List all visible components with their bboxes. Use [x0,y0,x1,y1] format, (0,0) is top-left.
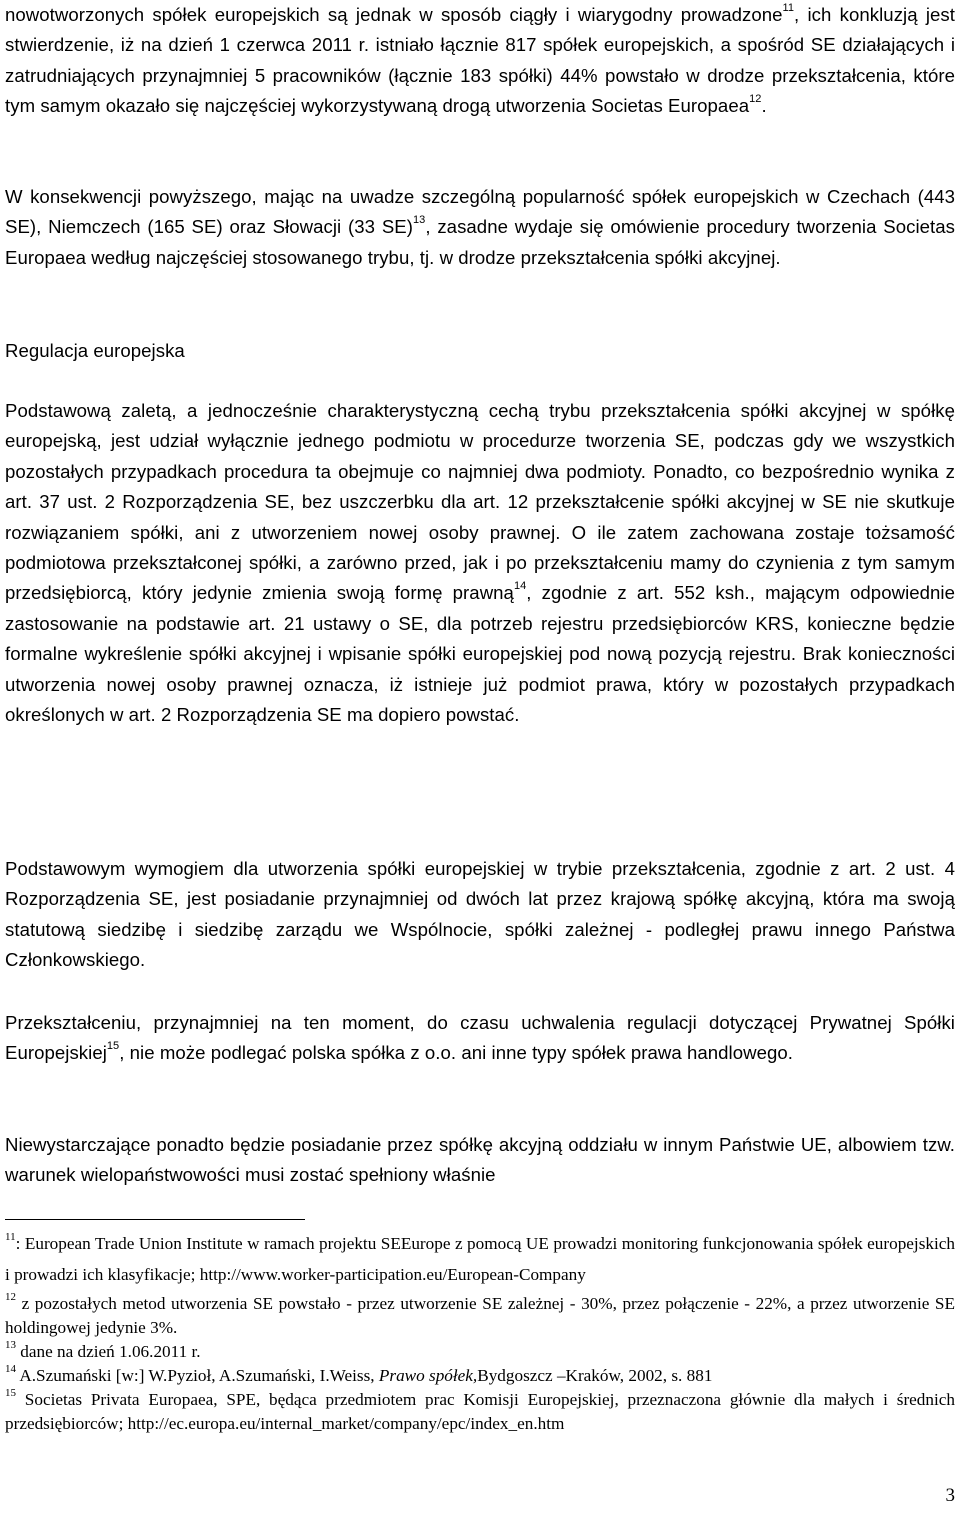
paragraph-1 [5,0,955,122]
footnote-number: 12 [5,1291,16,1304]
footnote-13 [5,1340,955,1364]
paragraph-6 [5,1130,955,1191]
footnote-text: Bydgoszcz –Kraków, 2002, s. 881 [477,1366,713,1385]
text-run: , ich konkluzją jest stwierdzenie, iż na dzień 1 czerwca 2011 r. istniało łącznie 817 spółek europejskich, a spośród SE działających i zatrudniających przynajmniej 5 pracowników (łącznie 183 spółki) 44% powstało w drodze przekształcenia, które tym samym okazało się najczęściej wykorzystywaną drogą utworzenia Societas Europaea [5,4,955,117]
footnote-15 [5,1388,955,1436]
footnote-text: Societas Privata Europaea, SPE, będąca przedmiotem prac Komisji Europejskiej, przeznaczona głównie dla małych i średnich przedsiębiorców; http://ec.europa.eu/internal_market/company/epc/index_en.htm [5,1390,955,1433]
footnote-separator [5,1219,305,1220]
text-run: W konsekwencji powyższego, mając na uwadze szczególną popularność spółek europejskich w Czechach (443 SE), Niemczech (165 SE) oraz Słowacji (33 SE) [5,186,955,238]
paragraph-2 [5,182,955,273]
section-heading [5,336,955,366]
footnote-text: A.Szumański [w:] W.Pyzioł, A.Szumański, I.Weiss, [16,1366,379,1385]
footnote-14 [5,1364,955,1388]
footnote-number: 13 [5,1339,16,1352]
text-run: Podstawowym wymogiem dla utworzenia spółki europejskiej w trybie przekształcenia, zgodnie z art. 2 ust. 4 Rozporządzenia SE, jest posiadanie przynajmniej od dwóch lat przez krajową spółkę akcyjną, która ma swoją statutową siedzibę i siedzibę zarządu we Wspólnocie, spółki zależnej - podległej prawu innego Państwa Członkowskiego. [5,858,955,971]
footnote-number: 14 [5,1363,16,1376]
footnote-11 [5,1228,955,1290]
text-run: Podstawową zaletą, a jednocześnie charakterystyczną cechą trybu przekształcenia spółki akcyjnej w spółkę europejską, jest udział wyłącznie jednego podmiotu w procedurze tworzenia SE, podczas gdy we wszystkich pozostałych przypadkach procedura ta obejmuje co najmniej dwa podmioty. Ponadto, co bezpośrednio wynika z art. 37 ust. 2 Rozporządzenia SE, bez uszczerbku dla art. 12 przekształcenie spółki akcyjnej w SE nie skutkuje rozwiązaniem spółki, ani z utworzeniem nowej osoby prawnej. O ile zatem zachowana zostaje tożsamość podmiotowa przekształconej spółki, a zarówno przed, jak i po przekształceniu mamy do czynienia z tym samym przedsiębiorcą, który jedynie zmienia swoją formę prawną [5,400,955,604]
footnote-number: 11 [5,1231,16,1244]
text-run: nowotworzonych spółek europejskich są jednak w sposób ciągły i wiarygodny prowadzone [5,4,783,25]
footnotes [5,1228,955,1436]
text-run: , zasadne wydaje się omówienie procedury tworzenia Societas Europaea według najczęściej stosowanego trybu, tj. w drodze przekształcenia spółki akcyjnej. [5,216,955,268]
paragraph-4 [5,854,955,976]
footnote-ref-11[interactable]: 11 [782,1,795,14]
footnote-ref-15[interactable]: 15 [106,1040,120,1053]
text-run: , nie może podlegać polska spółka z o.o. ani inne typy spółek prawa handlowego. [119,1042,793,1064]
text-run: , zgodnie z art. 552 ksh., mającym odpowiednie zastosowanie na podstawie art. 21 ustawy o SE, dla potrzeb rejestru przedsiębiorców KRS, konieczne będzie formalne wykreślenie spółki akcyjnej i wpisanie spółki europejskiej pod nową pozycją rejestru. Brak konieczności utworzenia nowej osoby prawnej oznacza, iż istnieje już podmiot prawa, który w pozostałych przypadkach określonych w art. 2 Rozporządzenia SE ma dopiero powstać. [5,582,955,726]
text-run: Niewystarczające ponadto będzie posiadanie przez spółkę akcyjną oddziału w innym Państwie UE, albowiem tzw. warunek wielopaństwowości musi zostać spełniony właśnie [5,1134,955,1186]
footnote-12 [5,1292,955,1340]
footnote-ref-13[interactable]: 13 [412,214,426,227]
text-run: Przekształceniu, przynajmniej na ten moment, do czasu uchwalenia regulacji dotyczącej Prywatnej Spółki Europejskiej [5,1012,955,1064]
text-run: . [761,95,767,117]
paragraph-5 [5,1008,955,1069]
footnote-ref-14[interactable]: 14 [513,580,527,593]
footnote-book-title: Prawo spółek, [378,1366,478,1385]
paragraph-3 [5,396,955,730]
footnote-number: 15 [5,1387,16,1400]
footnote-text: : European Trade Union Institute w ramach projektu SEEurope z pomocą UE prowadzi monitoring funkcjonowania spółek europejskich i prowadzi ich klasyfikacje; http://www.worker-participation.eu/European-Company [5,1234,955,1284]
page-number: 3 [945,1485,955,1506]
heading-text: Regulacja europejska [5,340,185,361]
footnote-ref-12[interactable]: 12 [749,93,762,106]
footnote-text: dane na dzień 1.06.2011 r. [16,1342,201,1361]
footnote-text: z pozostałych metod utworzenia SE powstało - przez utworzenie SE zależnej - 30%, przez połączenie - 22%, a przez utworzenie SE holdingowej jedynie 3%. [5,1294,955,1337]
